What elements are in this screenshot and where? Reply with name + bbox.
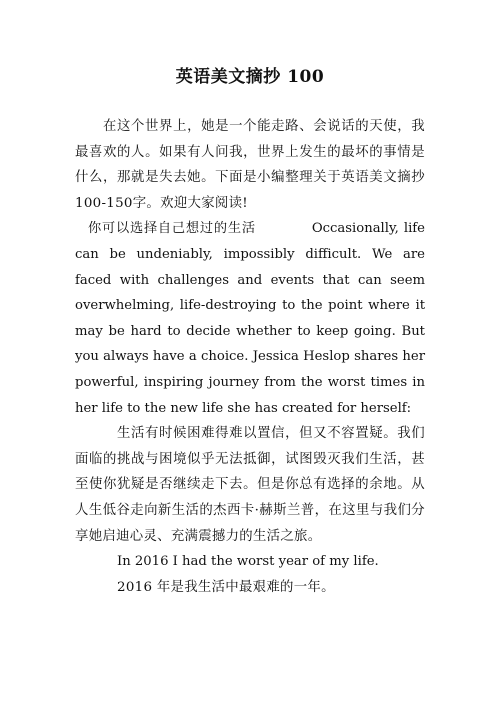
intro-paragraph: 在这个世界上，她是一个能走路、会说话的天使，我最喜欢的人。如果有人问我，世界上发生的最坏的事情是什么，那就是失去她。下面是小编整理关于英语美文摘抄100-150字。欢迎大家阅读! xyxy=(75,119,425,211)
chinese-paragraph: 生活有时候困难得难以置信，但又不容置疑。我们面临的挑战与困境似乎无法抵御，试图毁灭我们生活，甚至使你犹疑是否继续走下去。但是你总有选择的余地。从人生低谷走向新生活的杰西卡·赫斯兰普，在这里与我们分享她启迪心灵、充满震撼力的生活之旅。 xyxy=(75,426,425,544)
document-body xyxy=(75,114,425,600)
english-line: In 2016 I had the worst year of my life. xyxy=(117,554,379,570)
page-title: 英语美文摘抄 100 xyxy=(175,67,325,87)
english-paragraph: Occasionally, life can be undeniably, impossibly difficult. We are faced with challenges and events that can seem overwhelming, life-destroying to the point where it may be hard to decide whether to keep going. But you always have a choice. Jessica Heslop shares her powerful, inspiring journey from the worst times in her life to the new life she has created for herself: xyxy=(75,221,425,416)
chinese-line: 2016 年是我生活中最艰难的一年。 xyxy=(117,579,335,595)
section-paragraph xyxy=(75,216,425,421)
section-heading: 你可以选择自己想过的生活 xyxy=(88,221,256,237)
